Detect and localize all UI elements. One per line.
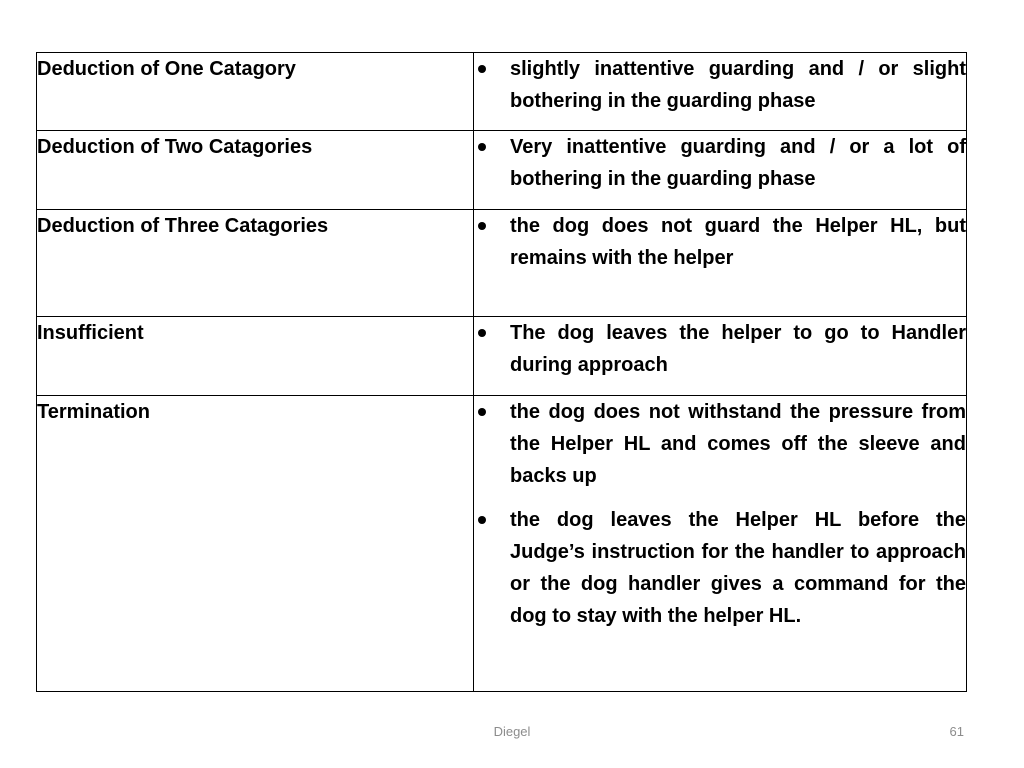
bullet-icon (474, 210, 510, 242)
category-cell (37, 131, 474, 210)
category-label: Deduction of One Catagory (37, 58, 296, 80)
description-cell (474, 396, 967, 692)
bullet-item (474, 131, 966, 195)
category-label: Deduction of Two Catagories (37, 136, 313, 158)
bullet-text: Very inattentive guarding and / or a lot of bothering in the guarding phase (510, 136, 966, 190)
description-cell (474, 131, 967, 210)
bullet-item (474, 210, 966, 274)
description-cell (474, 53, 967, 131)
bullet-text: the dog does not withstand the pressure from the Helper HL and comes off the sleeve and backs up (510, 401, 966, 487)
bullet-icon (474, 396, 510, 428)
category-cell (37, 210, 474, 317)
category-cell (37, 396, 474, 692)
bullet-text: The dog leaves the helper to go to Handler during approach (510, 322, 966, 376)
description-cell (474, 317, 967, 396)
bullet-item (474, 396, 966, 492)
bullet-icon (474, 317, 510, 349)
bullet-text: slightly inattentive guarding and / or slight bothering in the guarding phase (510, 58, 966, 112)
bullet-item (474, 317, 966, 381)
page-number: 61 (949, 724, 964, 739)
bullet-icon (474, 53, 510, 85)
bullet-text: the dog leaves the Helper HL before the Judge’s instruction for the handler to approach or the dog handler gives a command for the dog to stay with the helper HL. (510, 509, 966, 627)
category-cell (37, 53, 474, 131)
footer-author: Diegel (493, 724, 531, 739)
bullet-icon (474, 504, 510, 536)
table-row (37, 396, 967, 692)
bullet-item (474, 504, 966, 632)
category-label: Termination (37, 401, 150, 423)
bullet-item (474, 53, 966, 117)
category-label: Insufficient (37, 322, 144, 344)
category-label: Deduction of Three Catagories (37, 215, 329, 237)
bullet-icon (474, 131, 510, 163)
table-row (37, 317, 967, 396)
table-row (37, 210, 967, 317)
rating-table (36, 52, 967, 692)
table-row (37, 131, 967, 210)
table-row (37, 53, 967, 131)
category-cell (37, 317, 474, 396)
description-cell (474, 210, 967, 317)
bullet-text: the dog does not guard the Helper HL, but remains with the helper (510, 215, 966, 269)
